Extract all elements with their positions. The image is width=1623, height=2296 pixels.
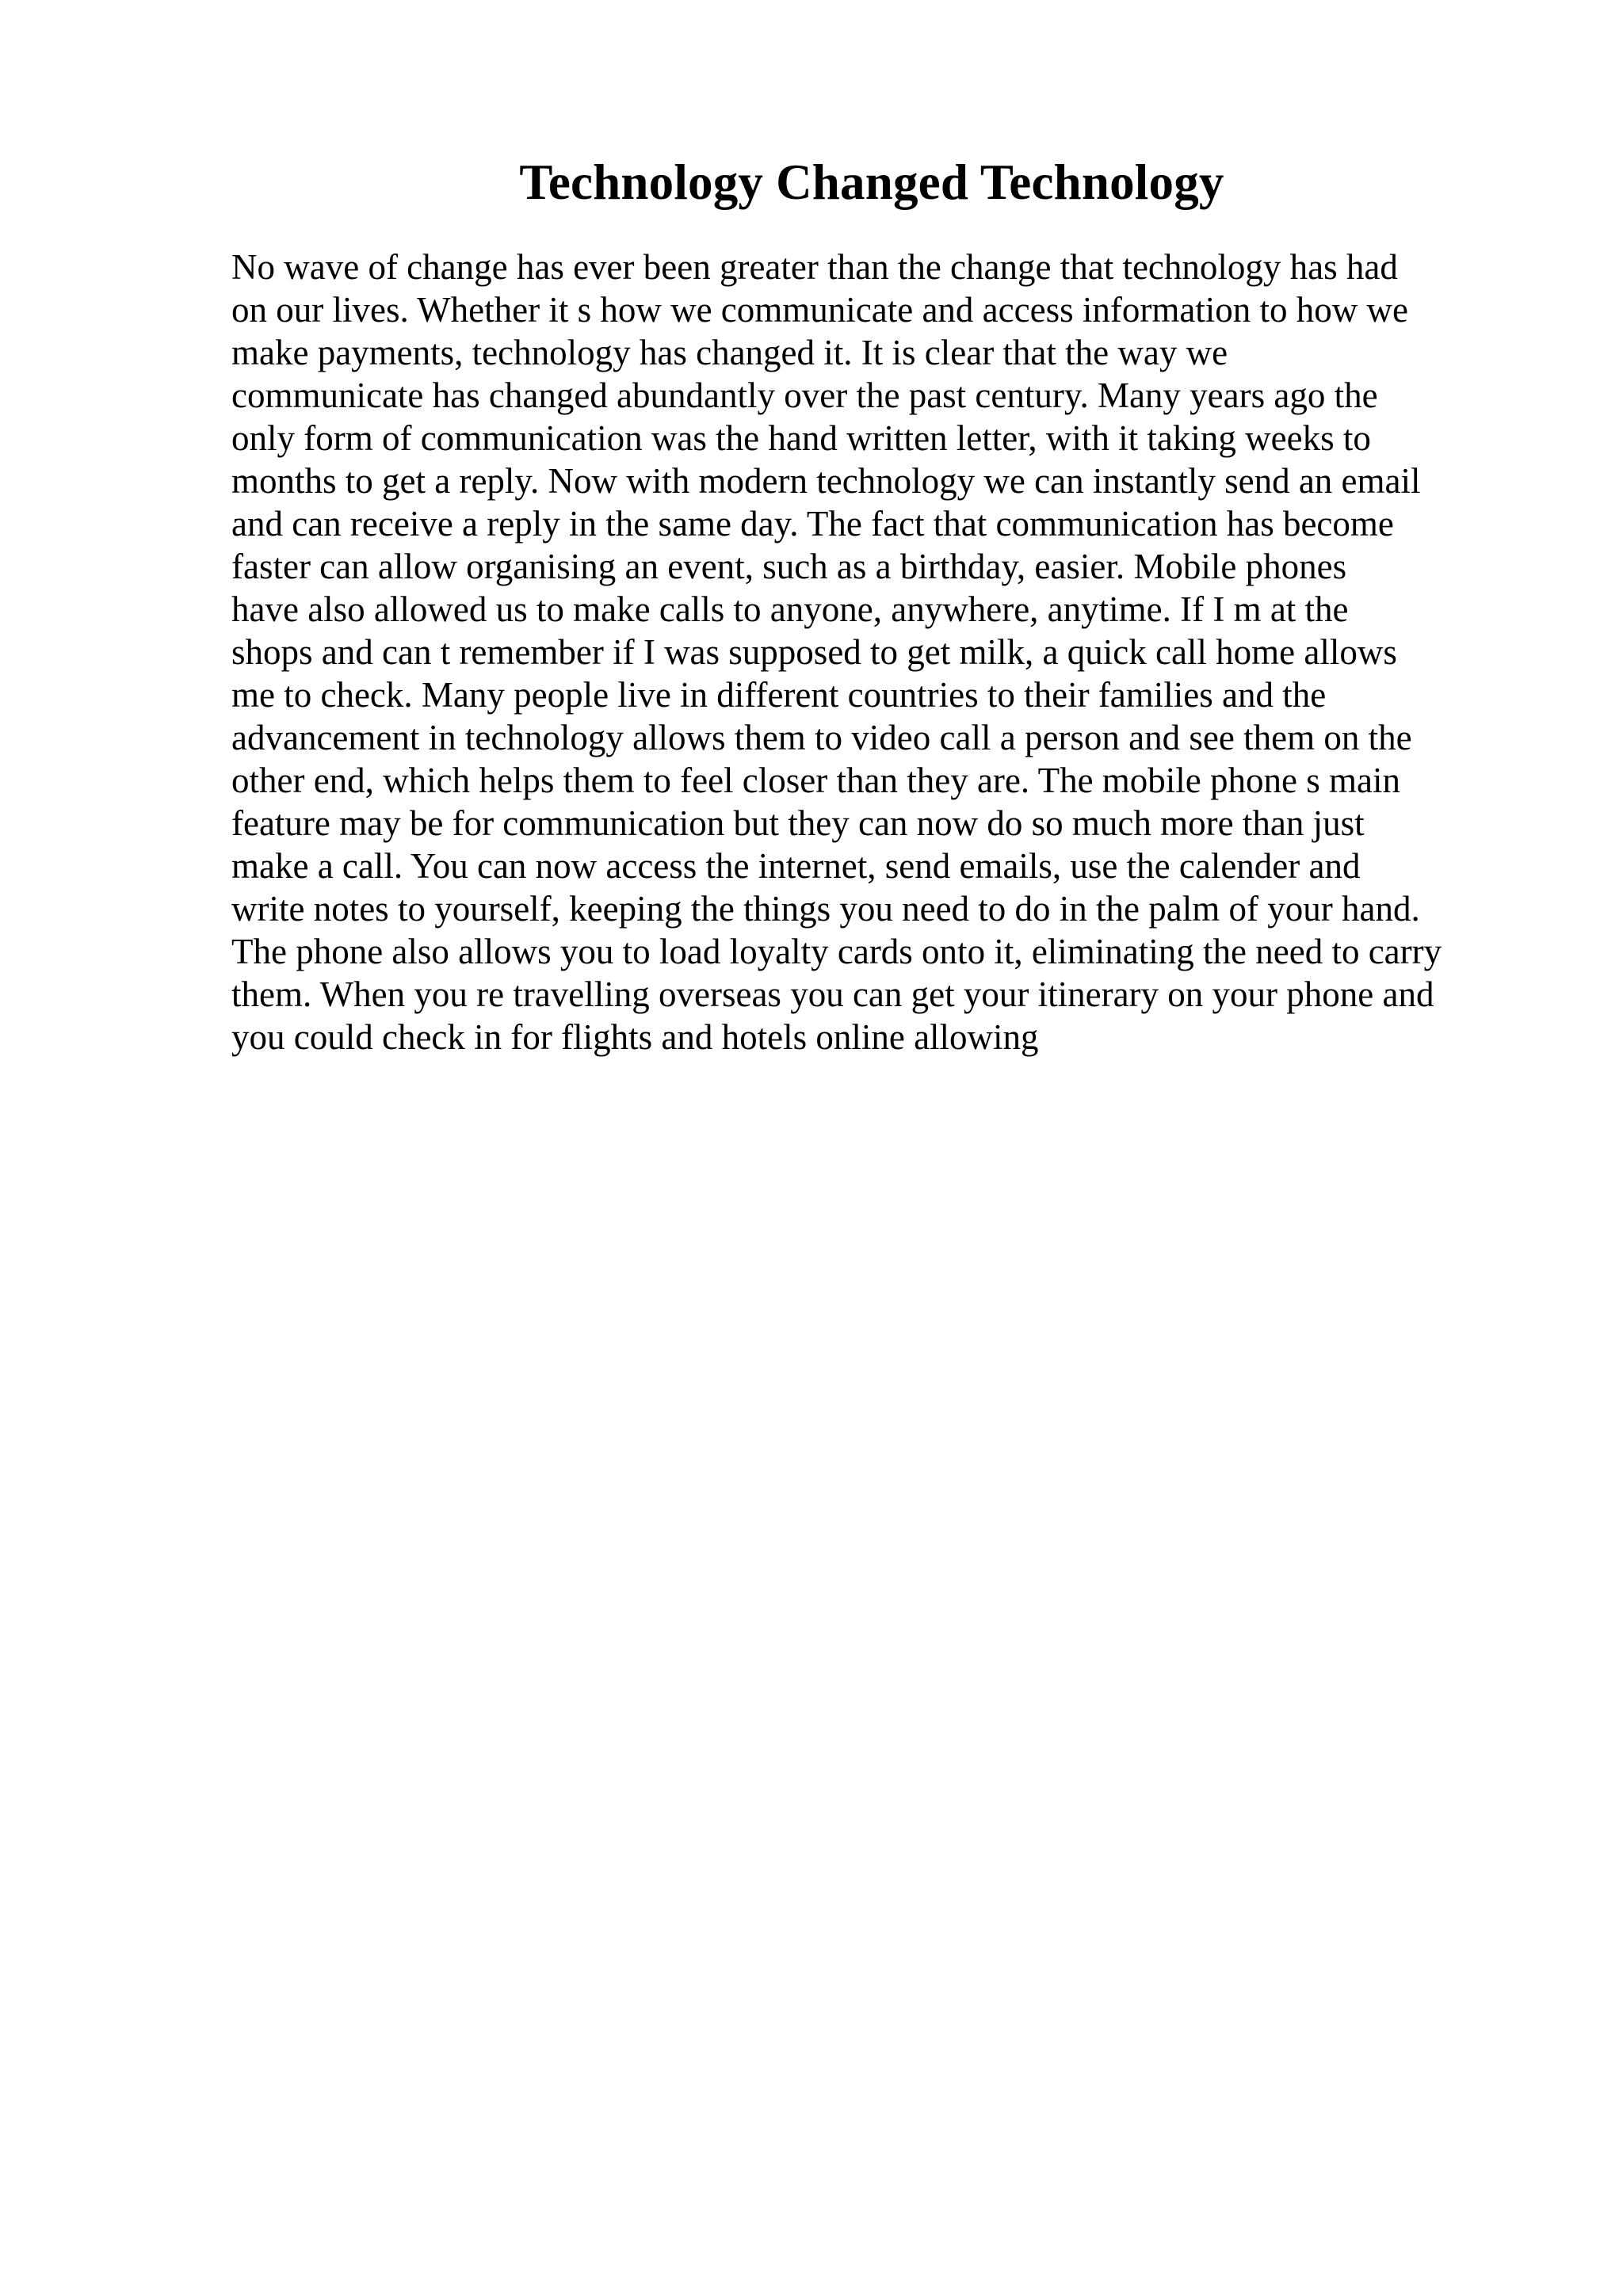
paragraph-line: make a call. You can now access the internet, send emails, use the calender and xyxy=(231,846,1361,886)
paragraph-line: make payments, technology has changed it. It is clear that the way we xyxy=(231,333,1228,372)
paragraph-line: other end, which helps them to feel closer than they are. The mobile phone s main xyxy=(231,761,1400,800)
paragraph-line: shops and can t remember if I was supposed to get milk, a quick call home allows xyxy=(231,632,1397,672)
paragraph-line: months to get a reply. Now with modern technology we can instantly send an email xyxy=(231,461,1421,501)
paragraph-line: and can receive a reply in the same day. The fact that communication has become xyxy=(231,504,1394,543)
paragraph-line: them. When you re travelling overseas you can get your itinerary on your phone and xyxy=(231,974,1434,1014)
paragraph-line: No wave of change has ever been greater than the change that technology has had xyxy=(231,247,1398,287)
paragraph-line: only form of communication was the hand written letter, with it taking weeks to xyxy=(231,418,1371,458)
paragraph-line: The phone also allows you to load loyalty cards onto it, eliminating the need to carry xyxy=(231,932,1442,971)
paragraph-line: have also allowed us to make calls to anyone, anywhere, anytime. If I m at the xyxy=(231,589,1349,629)
paragraph-line: communicate has changed abundantly over the past century. Many years ago the xyxy=(231,376,1378,415)
paragraph-line: feature may be for communication but they can now do so much more than just xyxy=(231,803,1365,843)
paragraph-line: write notes to yourself, keeping the things you need to do in the palm of your hand. xyxy=(231,889,1420,929)
paragraph-line: faster can allow organising an event, such as a birthday, easier. Mobile phones xyxy=(231,547,1347,586)
paragraph-line: on our lives. Whether it s how we communicate and access information to how we xyxy=(231,290,1409,330)
paragraph-line: you could check in for flights and hotels online allowing xyxy=(231,1017,1039,1057)
document-title: Technology Changed Technology xyxy=(519,154,1224,210)
body-paragraph xyxy=(231,246,1499,1058)
paragraph-line: advancement in technology allows them to video call a person and see them on the xyxy=(231,718,1412,757)
paragraph-line: me to check. Many people live in different countries to their families and the xyxy=(231,675,1327,715)
